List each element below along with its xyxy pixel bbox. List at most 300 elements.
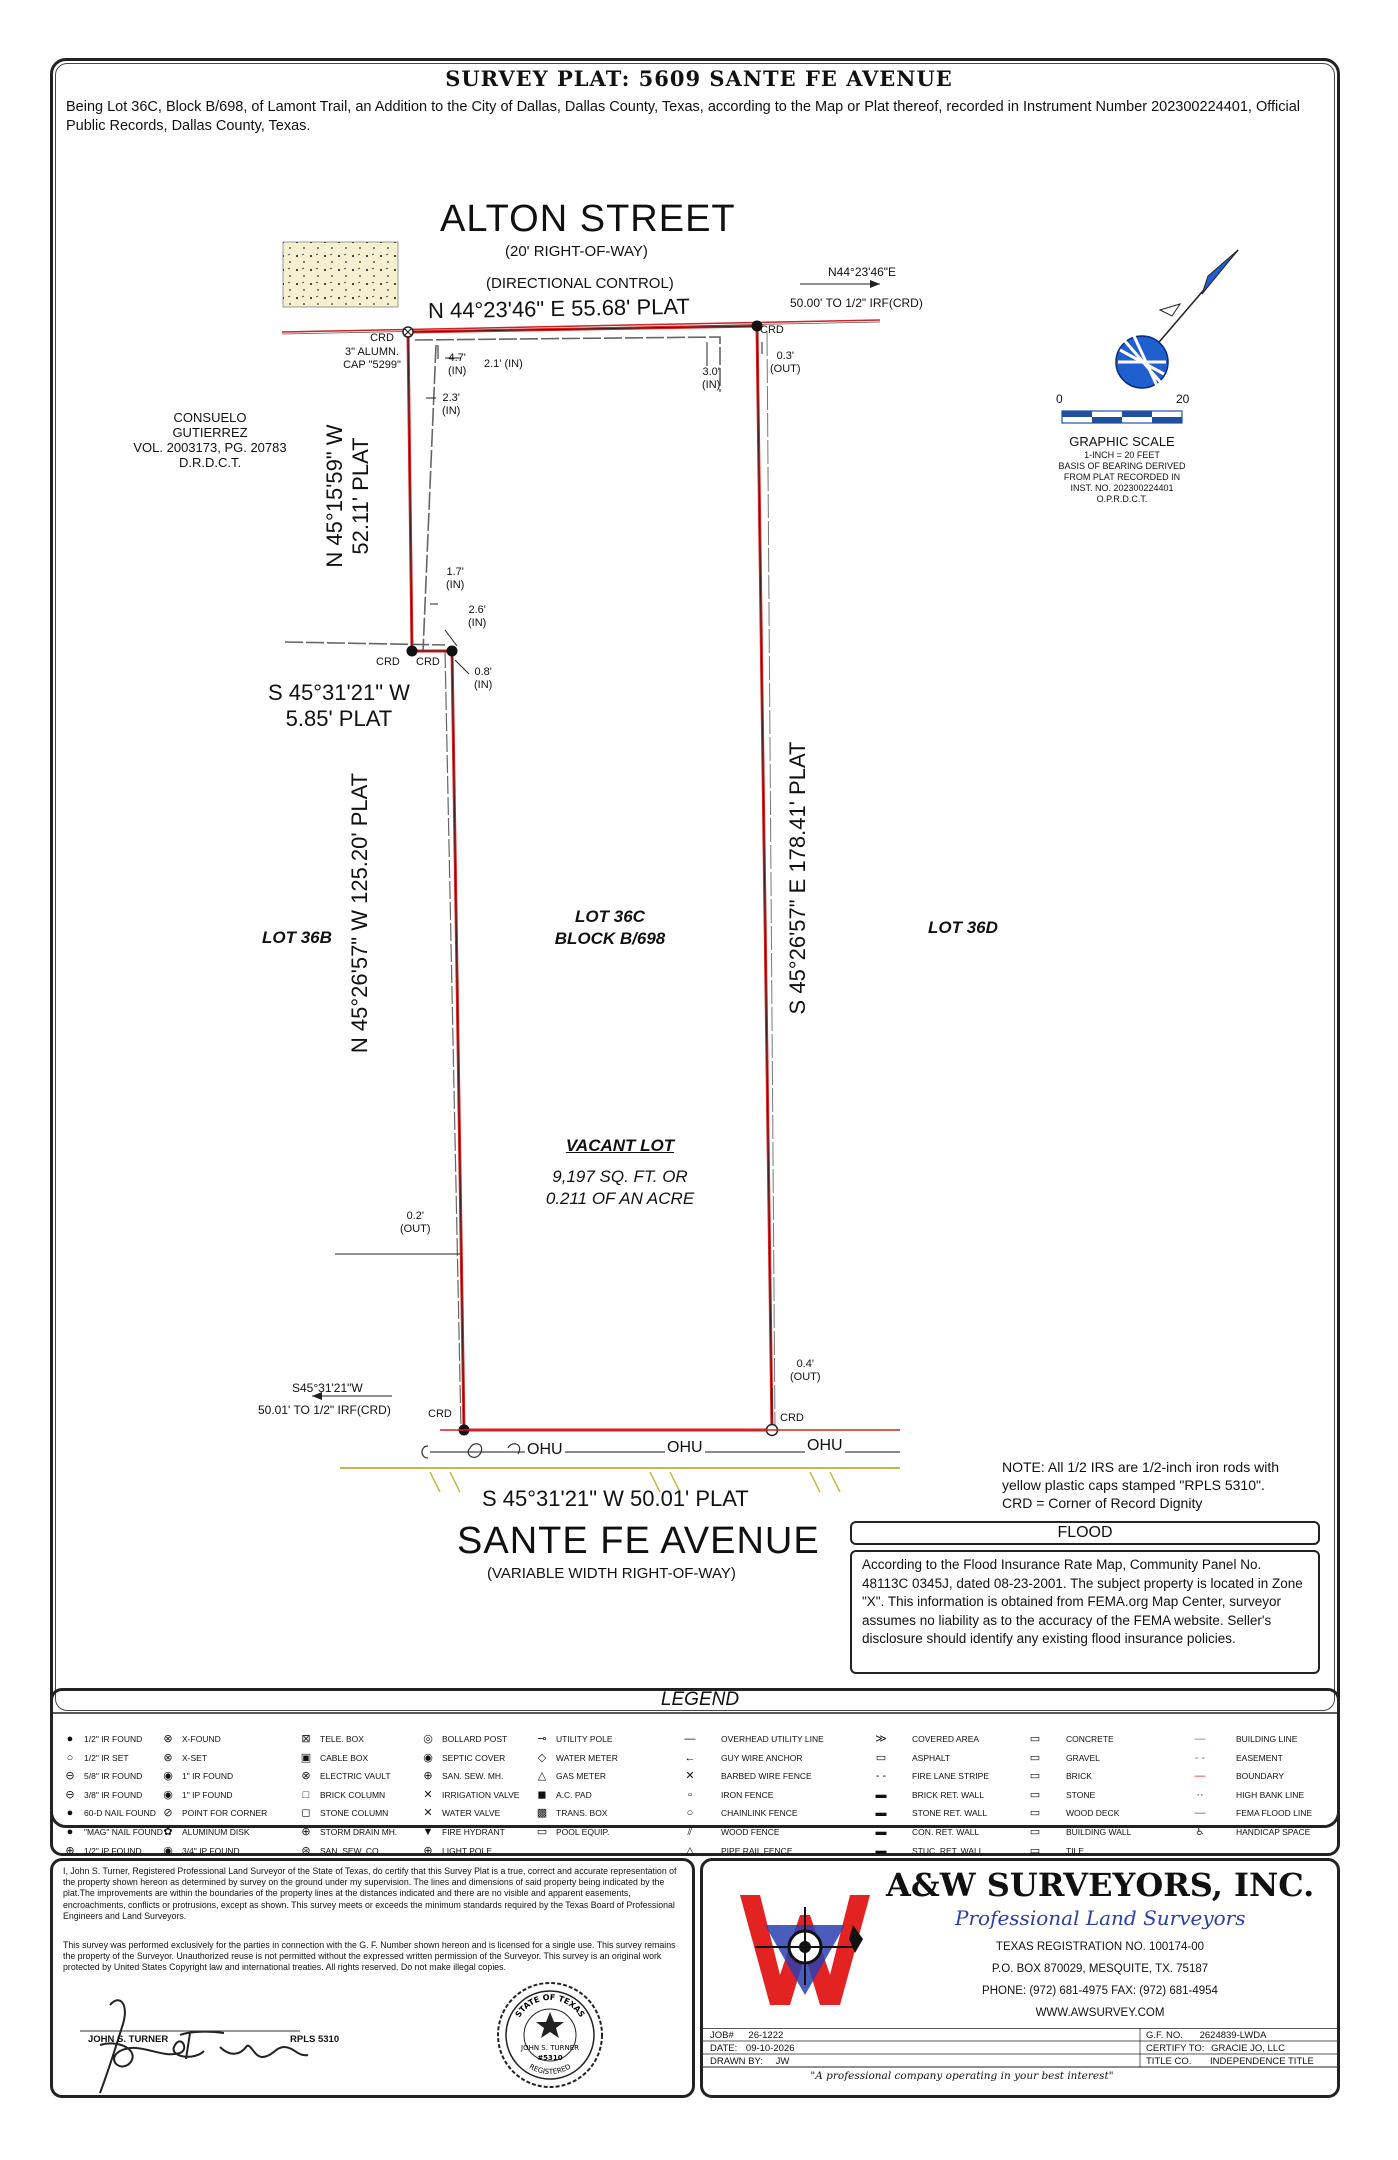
encroach-8-dist: 0.8': [474, 666, 492, 678]
alton-street-label: ALTON STREET: [440, 198, 736, 240]
legend-item: [1170, 1732, 1297, 1746]
legend-symbol-icon: ⊗: [163, 1733, 173, 1745]
encroach-1-dist: 4.7': [448, 352, 466, 364]
encroach-10: [790, 1358, 821, 1384]
legend-symbol-icon: - -: [1194, 1751, 1206, 1764]
legend-label: 3/8" IR FOUND: [84, 1789, 143, 1800]
legend-item: [160, 1769, 233, 1783]
encroach-6: [446, 566, 464, 592]
legend-item: [62, 1751, 129, 1765]
legend-item: [665, 1844, 792, 1858]
legend-symbol-icon: ✕: [423, 1807, 433, 1820]
jog-w-monument: [407, 646, 418, 657]
legend-label: FIRE HYDRANT: [442, 1827, 505, 1837]
legend-symbol-icon: ⊕: [423, 1844, 433, 1857]
legend-item: [665, 1751, 803, 1765]
legend-item: [534, 1825, 609, 1839]
legend-symbol-icon: ▭: [536, 1826, 548, 1838]
legend-symbol-icon: ▭: [1029, 1807, 1041, 1820]
subject-block: BLOCK B/698: [554, 929, 666, 948]
legend-item: [1010, 1825, 1131, 1839]
scale-basis: [1032, 450, 1212, 505]
legend-symbol-icon: ▬: [875, 1807, 887, 1820]
west-lower-bearing: N 45°26'57" W 125.20' PLAT: [347, 772, 372, 1054]
sw-corner-label: CRD: [428, 1408, 452, 1420]
legend-symbol-icon: ◉: [423, 1751, 433, 1764]
lot-36d-label: LOT 36D: [928, 918, 998, 937]
area-label: [500, 1166, 740, 1210]
concrete-stipple: [283, 242, 398, 307]
legend-symbol-icon: —: [684, 1733, 696, 1745]
north-arrow-head: [1202, 250, 1238, 294]
legend-label: TELE. BOX: [320, 1734, 364, 1744]
legend-item: [420, 1769, 503, 1783]
legend-symbol-icon: ←: [684, 1751, 696, 1764]
legend-label: 1/2" IP FOUND: [84, 1845, 142, 1856]
signer-rpls: RPLS 5310: [290, 2034, 340, 2045]
legend-item: [62, 1769, 142, 1783]
legend-item: [534, 1751, 618, 1765]
alton-row-label: (20' RIGHT-OF-WAY): [505, 243, 648, 260]
legend-item: [1010, 1844, 1084, 1858]
cert-text-2: This survey was performed exclusively for the parties in connection with the G. F. Number shown hereon and is licensed for a single use. This survey remains the property of the Surveyor. Unauthorized reuse is not permitted without the expressed written permission of the Surveyor. This survey is an original work protected by United States Copyright law and international treaties. All rights reserved. Do not make illegal copies.: [63, 1940, 676, 1973]
legend-label: BUILDING WALL: [1066, 1827, 1132, 1837]
company-contact: [880, 1936, 1320, 2024]
ne-tie-arrow: [870, 280, 880, 288]
legend-label: STONE COLUMN: [320, 1808, 389, 1819]
scale-zero: 0: [1056, 392, 1063, 406]
legend-symbol-icon: ⊘: [163, 1807, 173, 1820]
legend-item: [160, 1806, 267, 1820]
legend-label: SAN. SEW. MH.: [442, 1771, 504, 1782]
se-corner-label: CRD: [780, 1412, 804, 1424]
cert-text-1: I, John S. Turner, Registered Professional Land Surveyor of the State of Texas, do certify that this Survey Plat is a true, correct and accurate representation of the property shown hereon as determined by survey on the ground under my supervision. The lines and dimensions of said property being indicated by the plat.The improvements are within the boundaries of the property lines at the distances indicated and there are no visible and apparent easements, encroachments, conflicts or protrusions, except as shown. This survey meets or exceeds the minimum standards required by the Texas Board of Professional Engineers and Land Surveyors.: [63, 1866, 677, 1921]
job-number: 26-1222: [748, 2030, 784, 2041]
legend-label: CONCRETE: [1066, 1734, 1114, 1744]
legend-label: EASEMENT: [1236, 1752, 1283, 1763]
legend-label: CHAINLINK FENCE: [721, 1808, 798, 1819]
legend-symbol-icon: —: [1194, 1807, 1206, 1820]
legend-item: [160, 1751, 207, 1765]
note-line-1: NOTE: All 1/2 IRS are 1/2-inch iron rods with: [1002, 1459, 1279, 1475]
legend-label: 5/8" IR FOUND: [84, 1771, 143, 1782]
legend-label: TILE: [1066, 1845, 1084, 1856]
neighbor-line-2: GUTIERREZ: [172, 425, 248, 440]
legend-symbol-icon: ⫽: [687, 1826, 693, 1838]
legend-symbol-icon: ◉: [163, 1788, 173, 1801]
legend-item: [62, 1825, 163, 1839]
legend-label: ELECTRIC VAULT: [320, 1771, 391, 1782]
legend-label: BUILDING LINE: [1236, 1734, 1298, 1744]
legend-symbol-icon: ▭: [1029, 1770, 1041, 1783]
signer-name: JOHN S. TURNER: [88, 2034, 169, 2045]
gf-number: 2624839-LWDA: [1199, 2030, 1267, 2041]
legend-symbol-icon: —: [1194, 1733, 1206, 1745]
legend-item: [534, 1732, 613, 1746]
jog-bearing-text: S 45°31'21" W: [268, 680, 410, 705]
legend-symbol-icon: ○: [66, 1751, 74, 1764]
legend-symbol-icon: ✕: [423, 1788, 433, 1801]
legend-symbol-icon: □: [302, 1788, 310, 1801]
job-label: JOB#: [710, 2030, 734, 2041]
legend-item: [420, 1825, 505, 1839]
legend-item: [1170, 1788, 1304, 1802]
legend-symbol-icon: ○: [686, 1807, 694, 1820]
company-phone: PHONE: (972) 681-4975 FAX: (972) 681-4954: [982, 1985, 1218, 1997]
legend-item: [1010, 1751, 1100, 1765]
neighbor-line-4: D.R.D.C.T.: [178, 455, 242, 470]
legend-symbol-icon: ⊖: [65, 1770, 75, 1783]
nw-corner-label: [352, 332, 412, 345]
seal-num-text: #5310: [537, 2054, 563, 2062]
legend-symbol-icon: ●: [66, 1826, 74, 1838]
encroach-7-dist: 2.6': [468, 604, 486, 616]
legend-symbol-icon: ⊕: [301, 1826, 311, 1838]
iron-rod-note: [1002, 1458, 1279, 1512]
legend-item: [420, 1806, 500, 1820]
legend-item: [665, 1769, 812, 1783]
jog-dist-text: 5.85' PLAT: [285, 706, 393, 731]
ohu-label-2: OHU: [667, 1439, 703, 1456]
legend-label: BRICK: [1066, 1771, 1092, 1782]
legend-symbol-icon: - -: [875, 1770, 887, 1783]
legend-item: [420, 1788, 519, 1802]
company-tagline: Professional Land Surveyors: [955, 1906, 1246, 1930]
scale-label: GRAPHIC SCALE: [1069, 434, 1175, 449]
legend-item: [534, 1806, 607, 1820]
title-company: INDEPENDENCE TITLE: [1210, 2056, 1314, 2067]
company-address: P.O. BOX 870029, MESQUITE, TX. 75187: [991, 1963, 1209, 1975]
legend-item: [856, 1788, 984, 1802]
legend-item: [420, 1844, 492, 1858]
legend-symbol-icon: ♿: [1195, 1826, 1205, 1838]
legend-item: [160, 1732, 221, 1746]
legend-label: X-SET: [182, 1752, 208, 1763]
legend-symbol-icon: ▩: [536, 1807, 548, 1820]
legend-symbol-icon: ◎: [423, 1733, 433, 1745]
legend-label: WATER VALVE: [442, 1808, 501, 1819]
legend-symbol-icon: ✿: [163, 1826, 173, 1838]
nw-cap-label: [332, 346, 412, 372]
legend-item: [1170, 1769, 1284, 1783]
legend-symbol-icon: ⊠: [301, 1733, 311, 1745]
east-bearing: S 45°26'57" E 178.41' PLAT: [785, 741, 810, 1015]
scale-ratio: 1-INCH = 20 FEET: [1084, 450, 1160, 460]
legend-item: [160, 1825, 250, 1839]
legend-item: [534, 1788, 592, 1802]
subject-boundary: [408, 326, 772, 1430]
west-upper-bearing-text: N 45°15'59" W: [322, 424, 347, 568]
legend-symbol-icon: ⊛: [301, 1844, 311, 1857]
legend-symbol-icon: ◉: [163, 1770, 173, 1783]
legend-item: [665, 1788, 773, 1802]
santefe-row-label: (VARIABLE WIDTH RIGHT-OF-WAY): [487, 1565, 736, 1582]
encroach-1-dir: (IN): [448, 365, 467, 377]
nw-crd: CRD: [370, 332, 394, 344]
area-acre: 0.211 OF AN ACRE: [545, 1189, 695, 1208]
legend-symbol-icon: △: [685, 1844, 695, 1857]
legend-item: [1010, 1732, 1114, 1746]
legend-item: [298, 1732, 364, 1746]
gf-info: [1146, 2029, 1314, 2068]
legend-title: LEGEND: [660, 1689, 740, 1710]
sw-tie-dist: 50.01' TO 1/2" IRF(CRD): [258, 1403, 391, 1417]
legend-label: POOL EQUIP.: [556, 1827, 610, 1837]
legend-label: WATER METER: [556, 1752, 618, 1763]
legend-label: ALUMINUM DISK: [182, 1827, 250, 1837]
encroach-3: [442, 392, 460, 418]
legend-symbol-icon: ●: [66, 1733, 74, 1745]
company-web: WWW.AWSURVEY.COM: [1035, 2007, 1165, 2019]
legend-item: [1170, 1751, 1283, 1765]
legend-symbol-icon: ⊗: [301, 1770, 311, 1783]
legend-label: CABLE BOX: [320, 1752, 369, 1763]
legend-label: STUC. RET. WALL: [912, 1845, 984, 1856]
legend-item: [420, 1751, 505, 1765]
legend-item: [62, 1732, 142, 1746]
encroach-5-dist: 0.3': [776, 350, 794, 362]
encroach-4-dist: 3.0': [702, 366, 720, 378]
encroach-4: [702, 366, 720, 392]
legend-item: [856, 1732, 979, 1746]
subject-lot-label: [520, 906, 700, 950]
legend-item: [1170, 1806, 1312, 1820]
seal-bottom-text: REGISTERED: [527, 2062, 573, 2077]
neighbor-line-3: VOL. 2003173, PG. 20783: [133, 440, 287, 455]
legend-label: HANDICAP SPACE: [1236, 1827, 1311, 1837]
legend-label: OVERHEAD UTILITY LINE: [721, 1734, 824, 1744]
flood-title: FLOOD: [850, 1521, 1320, 1545]
legend-item: [534, 1769, 606, 1783]
jog-bearing-block: [268, 680, 410, 732]
legend-item: [856, 1844, 983, 1858]
neighbor-line-1: CONSUELO: [173, 410, 247, 425]
legend-label: TRANS. BOX: [556, 1808, 608, 1819]
legend-symbol-icon: ⊸: [537, 1733, 547, 1745]
seal-top-text: STATE OF TEXAS: [513, 1992, 587, 2019]
ne-tie-bearing: N44°23'46"E: [828, 265, 897, 279]
area-sqft: 9,197 SQ. FT. OR: [552, 1167, 688, 1186]
lot-36b-label: LOT 36B: [262, 928, 332, 947]
legend-item: [665, 1825, 780, 1839]
job-info: [710, 2029, 795, 2068]
professional-seal: [495, 1980, 605, 2090]
legend-item: [62, 1788, 142, 1802]
legend-item: [665, 1732, 824, 1746]
legend-symbol-icon: ▣: [300, 1751, 312, 1764]
legend-symbol-icon: ≫: [875, 1733, 887, 1745]
plat-title: SURVEY PLAT: 5609 SANTE FE AVENUE: [445, 66, 953, 91]
neighbor-owner: [120, 410, 300, 470]
legend-label: UTILITY POLE: [556, 1734, 613, 1744]
legend-label: BARBED WIRE FENCE: [721, 1771, 812, 1782]
legend-label: SAN. SEW. CO.: [320, 1845, 381, 1856]
legend-item: [665, 1806, 798, 1820]
encroach-3-dist: 2.3': [442, 392, 460, 404]
legend-item: [420, 1732, 507, 1746]
legend-label: BOUNDARY: [1236, 1771, 1285, 1782]
encroach-8: [474, 666, 492, 692]
basis-line-2: FROM PLAT RECORDED IN: [1063, 472, 1181, 482]
company-registration: TEXAS REGISTRATION NO. 100174-00: [995, 1941, 1205, 1953]
legend-label: FEMA FLOOD LINE: [1236, 1808, 1313, 1819]
encroach-5: [770, 350, 801, 376]
flood-text: According to the Flood Insurance Rate Map, Community Panel No. 48113C 0345J, dated 08-23-2001. The subject property is located in Zone "X". This information is obtained from FEMA.org Map Center, surveyor assumes no liability as to the accuracy of the FEMA website. Seller's disclosure should identify any existing flood insurance policies.: [862, 1557, 1303, 1646]
nw-cap-1: 3" ALUMN.: [344, 346, 400, 358]
legend-symbol-icon: ··: [1196, 1788, 1204, 1801]
company-logo: [735, 1885, 875, 2015]
legend-item: [1010, 1788, 1095, 1802]
utility-symbols: [422, 1444, 520, 1458]
encroach-6-dir: (IN): [446, 579, 465, 591]
legend-item: [298, 1769, 391, 1783]
encroach-8-dir: (IN): [474, 679, 493, 691]
legend-item: [160, 1788, 233, 1802]
note-line-2: yellow plastic caps stamped "RPLS 5310".: [1002, 1477, 1265, 1493]
legend-label: LIGHT POLE: [442, 1845, 492, 1856]
legend-rule: [52, 1712, 1338, 1714]
legend-symbol-icon: ⊖: [65, 1788, 75, 1801]
legend-symbol-icon: ⊕: [423, 1770, 433, 1783]
encroach-3-dir: (IN): [442, 405, 461, 417]
legend-symbol-icon: ▬: [875, 1826, 887, 1838]
legend-label: GUY WIRE ANCHOR: [721, 1752, 803, 1763]
encroachment-leaders: [335, 342, 772, 1418]
note-line-3: CRD = Corner of Record Dignity: [1002, 1495, 1203, 1511]
legend-label: COVERED AREA: [912, 1734, 980, 1744]
legend-label: 1/2" IR SET: [84, 1752, 129, 1763]
certify-label: CERTIFY TO:: [1146, 2043, 1205, 2054]
legend-label: 3/4" IP FOUND: [182, 1845, 240, 1856]
basis-line-3: INST. NO. 202300224401: [1070, 483, 1174, 493]
legend-symbol-icon: ⊗: [163, 1751, 173, 1764]
legend-symbol-icon: ✕: [685, 1770, 695, 1783]
legend-item: [298, 1788, 385, 1802]
legend-symbol-icon: ▭: [1029, 1826, 1041, 1838]
legend-symbol-icon: ◉: [163, 1844, 173, 1857]
legend-label: A.C. PAD: [556, 1789, 592, 1800]
legend-item: [856, 1806, 987, 1820]
legend-symbol-icon: ▫: [688, 1788, 692, 1801]
santefe-street-label: SANTE FE AVENUE: [457, 1520, 820, 1562]
legend-label: GAS METER: [556, 1771, 607, 1782]
west-upper-bearing: [322, 396, 374, 596]
encroach-4-dir: (IN): [702, 379, 721, 391]
legend-label: STORM DRAIN MH.: [320, 1827, 398, 1837]
encroach-5-dir: (OUT): [770, 363, 801, 375]
legend-symbol-icon: ▭: [1029, 1788, 1041, 1801]
legend-item: [160, 1844, 240, 1858]
legend-symbol-icon: ◇: [537, 1751, 547, 1764]
encroach-9-dir: (OUT): [400, 1223, 431, 1235]
legend-label: 1" IP FOUND: [182, 1789, 233, 1800]
ne-corner-label: CRD: [760, 324, 784, 336]
jog-e-monument: [447, 646, 458, 657]
alton-control-label: (DIRECTIONAL CONTROL): [486, 275, 674, 292]
subject-lot-number: LOT 36C: [575, 907, 645, 926]
encroach-2: 2.1' (IN): [484, 358, 523, 370]
legend-symbol-icon: ▭: [1029, 1844, 1041, 1857]
seal-name-text: JOHN S. TURNER: [521, 2044, 579, 2052]
legend-label: HIGH BANK LINE: [1236, 1789, 1305, 1800]
basis-line-1: BASIS OF BEARING DERIVED: [1058, 461, 1186, 471]
legend-label: CON. RET. WALL: [912, 1827, 980, 1837]
legend-symbol-icon: ▭: [1029, 1751, 1041, 1764]
encroach-7-dir: (IN): [468, 617, 487, 629]
encroach-1: [448, 352, 466, 378]
legend-label: PIPE RAIL FENCE: [721, 1845, 793, 1856]
legend-label: GRAVEL: [1066, 1752, 1100, 1763]
legend-item: [298, 1825, 397, 1839]
legend-item: [856, 1825, 979, 1839]
legend-label: SEPTIC COVER: [442, 1752, 506, 1763]
legal-description: Being Lot 36C, Block B/698, of Lamont Trail, an Addition to the City of Dallas, Dallas County, Texas, according to the Map or Plat thereof, recorded in Instrument Number 202300224401, Official Public Records, Dallas County, Texas.: [66, 99, 1300, 134]
legend-label: 1/2" IR FOUND: [84, 1734, 143, 1744]
nw-cap-2: CAP "5299": [343, 359, 401, 371]
legend-item: [1170, 1825, 1310, 1839]
legend-label: FIRE LANE STRIPE: [912, 1771, 989, 1782]
legend-symbol-icon: ▼: [422, 1826, 434, 1838]
basis-line-4: O.P.R.D.C.T.: [1096, 494, 1148, 504]
legend-label: IRON FENCE: [721, 1789, 774, 1800]
legend-label: X-FOUND: [182, 1734, 221, 1744]
fence-west-upper: [423, 345, 436, 652]
legend-label: BRICK COLUMN: [320, 1789, 386, 1800]
encroach-10-dist: 0.4': [796, 1358, 814, 1370]
legend-symbol-icon: △: [537, 1770, 547, 1783]
legend-label: STONE RET. WALL: [912, 1808, 988, 1819]
legend-item: [298, 1844, 381, 1858]
vacant-lot-label: VACANT LOT: [565, 1136, 675, 1155]
west-upper-dist-text: 52.11' PLAT: [348, 437, 373, 555]
drawn-by: JW: [775, 2056, 790, 2067]
certify-to: GRACIE JO, LLC: [1211, 2043, 1285, 2054]
legend-symbol-icon: ▭: [1029, 1733, 1041, 1745]
legend-item: [298, 1806, 388, 1820]
legend-label: 1" IR FOUND: [182, 1771, 234, 1782]
legend-label: WOOD DECK: [1066, 1808, 1120, 1819]
legend-symbol-icon: ▬: [875, 1788, 887, 1801]
ohu-label-3: OHU: [807, 1437, 843, 1454]
legend-label: "MAG" NAIL FOUND: [84, 1827, 163, 1837]
legend-label: BOLLARD POST: [442, 1734, 508, 1744]
legend-symbol-icon: ◻: [301, 1807, 311, 1820]
legend-item: [856, 1769, 989, 1783]
encroach-10-dir: (OUT): [790, 1371, 821, 1383]
date-label: DATE:: [710, 2043, 738, 2054]
encroach-9: [400, 1210, 431, 1236]
legend-item: [1010, 1769, 1092, 1783]
encroach-7: [468, 604, 486, 630]
encroach-9-dist: 0.2': [406, 1210, 424, 1222]
jog-right-label: CRD: [416, 656, 440, 668]
south-bearing: S 45°31'21" W 50.01' PLAT: [482, 1486, 749, 1511]
legend-label: WOOD FENCE: [721, 1827, 780, 1837]
company-name: A&W SURVEYORS, INC.: [886, 1866, 1315, 1904]
legend-label: BRICK RET. WALL: [912, 1789, 984, 1800]
legend-symbol-icon: —: [1194, 1770, 1206, 1783]
legend-label: ASPHALT: [912, 1752, 951, 1763]
legend-label: POINT FOR CORNER: [182, 1808, 268, 1819]
legend-label: 60-D NAIL FOUND: [84, 1808, 156, 1819]
gf-label: G.F. NO.: [1146, 2030, 1183, 2041]
legend-label: STONE: [1066, 1789, 1096, 1800]
flood-box: [850, 1550, 1320, 1674]
title-co-label: TITLE CO.: [1146, 2056, 1192, 2067]
ne-tie-dist: 50.00' TO 1/2" IRF(CRD): [790, 296, 923, 310]
legend-symbol-icon: ▭: [875, 1751, 887, 1764]
encroach-6-dist: 1.7': [446, 566, 464, 578]
